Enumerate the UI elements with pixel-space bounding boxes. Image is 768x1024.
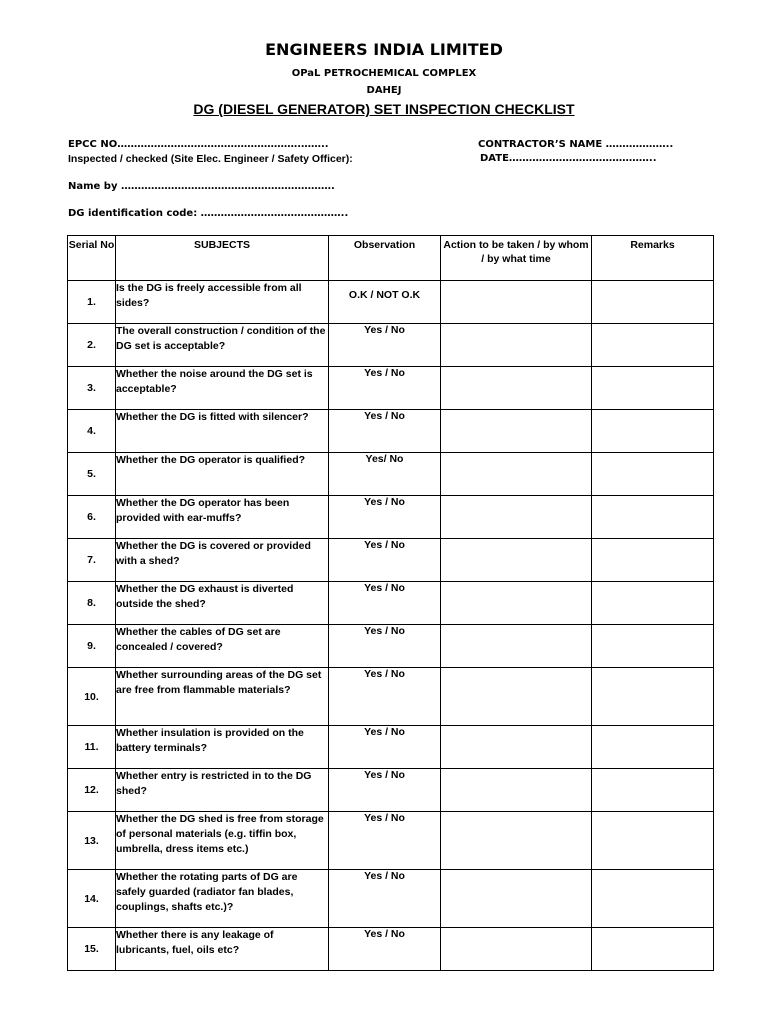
observation-cell: Yes / No	[329, 726, 441, 769]
remarks-cell[interactable]	[592, 769, 714, 812]
remarks-cell[interactable]	[592, 410, 714, 453]
serial-no-cell: 8.	[68, 582, 116, 625]
subject-cell: Whether there is any leakage of lubricants, fuel, oils etc?	[116, 928, 329, 971]
inspected-by-field: Inspected / checked (Site Elec. Engineer / Safety Officer):	[68, 153, 353, 165]
table-row	[68, 812, 714, 870]
table-row	[68, 769, 714, 812]
subject-cell: Whether the DG operator is qualified?	[116, 453, 329, 496]
action-cell[interactable]	[441, 812, 592, 870]
serial-no-cell: 13.	[68, 812, 116, 870]
table-row	[68, 367, 714, 410]
action-cell[interactable]	[441, 726, 592, 769]
remarks-cell[interactable]	[592, 812, 714, 870]
observation-cell: Yes / No	[329, 769, 441, 812]
subject-cell: Whether surrounding areas of the DG set are free from flammable materials?	[116, 668, 329, 726]
subject-cell: Whether the DG is fitted with silencer?	[116, 410, 329, 453]
epcc-no-field: EPCC NO……………………………………………….……..	[68, 139, 329, 150]
serial-no-cell: 11.	[68, 726, 116, 769]
serial-no-cell: 9.	[68, 625, 116, 668]
table-row	[68, 668, 714, 726]
observation-cell: Yes / No	[329, 539, 441, 582]
serial-no-cell: 2.	[68, 324, 116, 367]
subject-cell: The overall construction / condition of the DG set is acceptable?	[116, 324, 329, 367]
name-by-field: Name by ……………………………………………………….	[68, 181, 335, 192]
table-row	[68, 539, 714, 582]
location-name: DAHEJ	[366, 85, 402, 96]
remarks-cell[interactable]	[592, 453, 714, 496]
remarks-cell[interactable]	[592, 870, 714, 928]
remarks-cell[interactable]	[592, 582, 714, 625]
subject-cell: Whether the rotating parts of DG are safely guarded (radiator fan blades, couplings, shafts etc.)?	[116, 870, 329, 928]
action-cell[interactable]	[441, 281, 592, 324]
table-row	[68, 281, 714, 324]
table-row	[68, 410, 714, 453]
remarks-cell[interactable]	[592, 625, 714, 668]
contractor-name-field: CONTRACTOR’S NAME ………………..	[478, 139, 674, 150]
observation-cell: Yes/ No	[329, 453, 441, 496]
date-field: DATE……………………………………..	[480, 153, 657, 164]
subject-cell: Whether the DG shed is free from storage of personal materials (e.g. tiffin box, umbrella, dress items etc.)	[116, 812, 329, 870]
table-row	[68, 582, 714, 625]
serial-no-cell: 15.	[68, 928, 116, 971]
header-remarks: Remarks	[592, 236, 714, 281]
subject-cell: Whether the DG exhaust is diverted outside the shed?	[116, 582, 329, 625]
action-cell[interactable]	[441, 582, 592, 625]
remarks-cell[interactable]	[592, 496, 714, 539]
remarks-cell[interactable]	[592, 539, 714, 582]
action-cell[interactable]	[441, 668, 592, 726]
subject-cell: Whether the noise around the DG set is acceptable?	[116, 367, 329, 410]
table-row	[68, 324, 714, 367]
observation-cell: Yes / No	[329, 367, 441, 410]
observation-cell: Yes / No	[329, 928, 441, 971]
checklist-body	[68, 281, 714, 971]
serial-no-cell: 7.	[68, 539, 116, 582]
subject-cell: Is the DG is freely accessible from all sides?	[116, 281, 329, 324]
serial-no-cell: 12.	[68, 769, 116, 812]
organization-name: ENGINEERS INDIA LIMITED	[265, 40, 503, 59]
table-header-row	[68, 236, 714, 281]
serial-no-cell: 4.	[68, 410, 116, 453]
observation-cell: Yes / No	[329, 812, 441, 870]
observation-cell: Yes / No	[329, 582, 441, 625]
subject-cell: Whether the DG operator has been provided with ear-muffs?	[116, 496, 329, 539]
table-row	[68, 726, 714, 769]
remarks-cell[interactable]	[592, 928, 714, 971]
remarks-cell[interactable]	[592, 281, 714, 324]
observation-cell: O.K / NOT O.K	[329, 281, 441, 324]
serial-no-cell: 5.	[68, 453, 116, 496]
header-subjects: SUBJECTS	[116, 236, 329, 281]
observation-cell: Yes / No	[329, 668, 441, 726]
action-cell[interactable]	[441, 410, 592, 453]
action-cell[interactable]	[441, 928, 592, 971]
document-title: DG (DIESEL GENERATOR) SET INSPECTION CHECKLIST	[193, 101, 575, 117]
subject-cell: Whether the DG is covered or provided with a shed?	[116, 539, 329, 582]
table-row	[68, 496, 714, 539]
action-cell[interactable]	[441, 769, 592, 812]
remarks-cell[interactable]	[592, 668, 714, 726]
serial-no-cell: 1.	[68, 281, 116, 324]
remarks-cell[interactable]	[592, 367, 714, 410]
action-cell[interactable]	[441, 539, 592, 582]
observation-cell: Yes / No	[329, 324, 441, 367]
serial-no-cell: 6.	[68, 496, 116, 539]
action-cell[interactable]	[441, 367, 592, 410]
action-cell[interactable]	[441, 453, 592, 496]
table-row	[68, 928, 714, 971]
inspection-checklist-table	[67, 235, 714, 971]
action-cell[interactable]	[441, 870, 592, 928]
remarks-cell[interactable]	[592, 726, 714, 769]
action-cell[interactable]	[441, 324, 592, 367]
serial-no-cell: 14.	[68, 870, 116, 928]
subject-cell: Whether insulation is provided on the battery terminals?	[116, 726, 329, 769]
remarks-cell[interactable]	[592, 324, 714, 367]
header-observation: Observation	[329, 236, 441, 281]
serial-no-cell: 10.	[68, 668, 116, 726]
serial-no-cell: 3.	[68, 367, 116, 410]
action-cell[interactable]	[441, 496, 592, 539]
table-row	[68, 870, 714, 928]
table-row	[68, 625, 714, 668]
header-serial-no: Serial No	[68, 236, 116, 281]
observation-cell: Yes / No	[329, 410, 441, 453]
observation-cell: Yes / No	[329, 625, 441, 668]
observation-cell: Yes / No	[329, 870, 441, 928]
observation-cell: Yes / No	[329, 496, 441, 539]
subject-cell: Whether the cables of DG set are concealed / covered?	[116, 625, 329, 668]
complex-name: OPaL PETROCHEMICAL COMPLEX	[291, 68, 477, 79]
table-row	[68, 453, 714, 496]
dg-identification-field: DG identification code: ……………………………………..	[68, 208, 349, 219]
subject-cell: Whether entry is restricted in to the DG shed?	[116, 769, 329, 812]
action-cell[interactable]	[441, 625, 592, 668]
header-action: Action to be taken / by whom / by what time	[441, 236, 592, 281]
